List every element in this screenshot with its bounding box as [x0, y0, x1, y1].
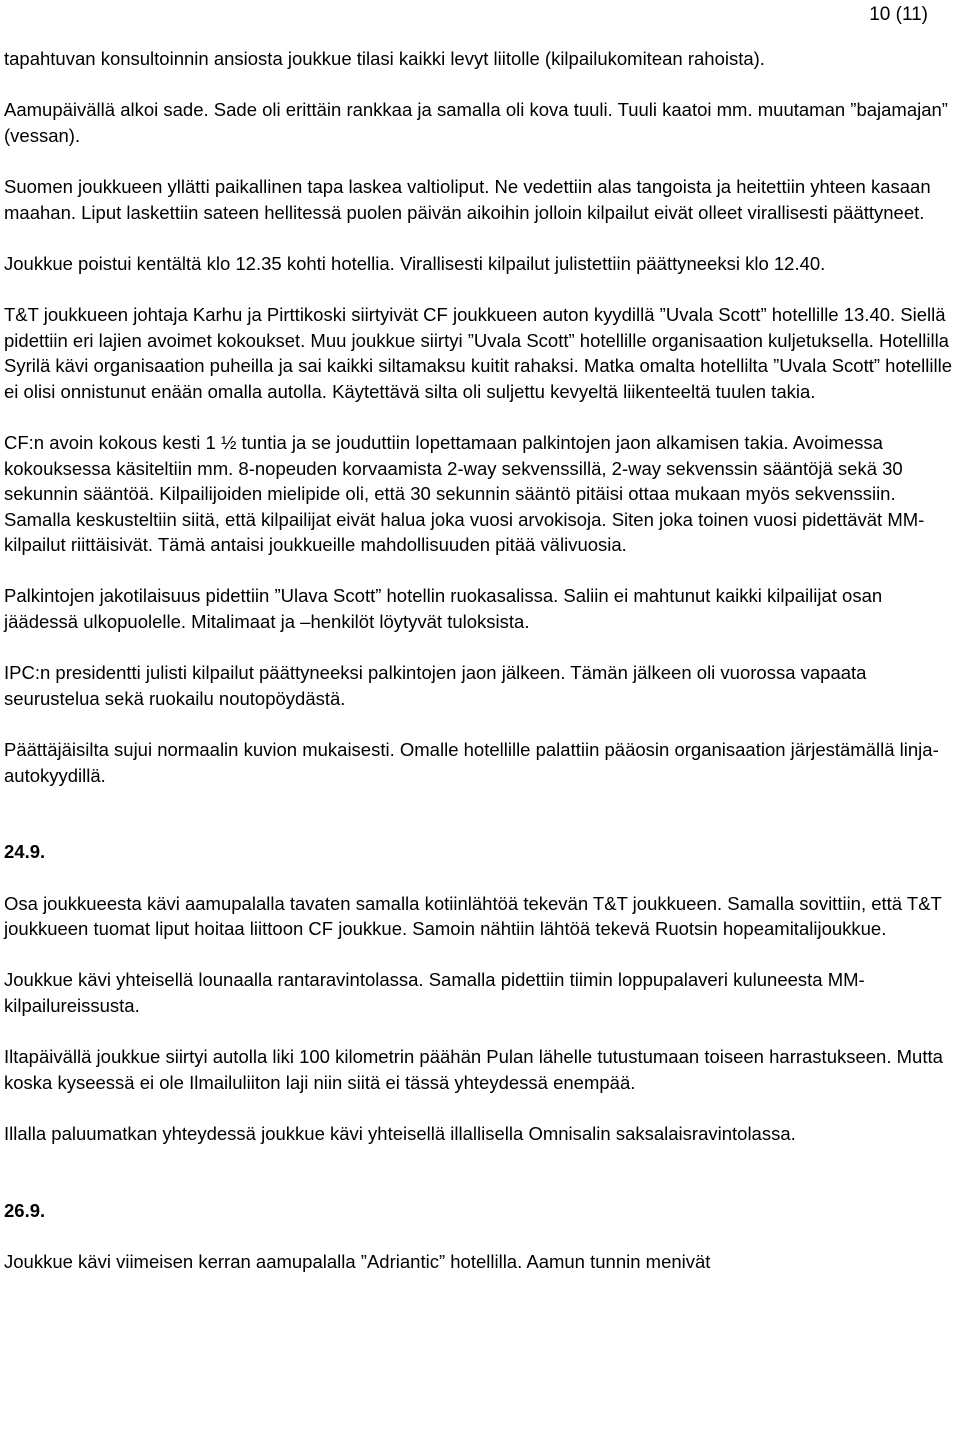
paragraph: Illalla paluumatkan yhteydessä joukkue kävi yhteisellä illallisella Omnisalin saksalaisravintolassa.	[4, 1122, 796, 1144]
paragraph: Joukkue kävi yhteisellä lounaalla rantaravintolassa. Samalla pidettiin tiimin loppupalaveri kuluneesta MM-kilpailureissusta.	[4, 969, 865, 1016]
date-heading: 26.9.	[4, 1199, 46, 1221]
document-body	[4, 46, 959, 1300]
date-heading: 24.9.	[4, 841, 46, 863]
paragraph: Päättäjäisilta sujui normaalin kuvion mukaisesti. Omalle hotellille palattiin pääosin organisaation järjestämällä linja-autokyydillä.	[4, 739, 939, 786]
paragraph: T&T joukkueen johtaja Karhu ja Pirttikoski siirtyivät CF joukkueen auton kyydillä ”Uvala Scott” hotellille 13.40. Siellä pidettiin eri lajien avoimet kokoukset. Muu joukkue siirtyi ”Uvala Scott” hotellille organisaation kuljetuksella. Hotellilla Syrilä kävi organisaation puheilla ja sai kaikki siltamaksu kuitit rahaksi. Matka omalta hotellilta ”Uvala Scott” hotellille ei olisi onnistunut enään omalla autolla. Käytettävä silta oli suljettu kevyeltä liikenteeltä tuulen takia.	[4, 303, 953, 402]
paragraph: Osa joukkueesta kävi aamupalalla tavaten samalla kotiinlähtöä tekevän T&T joukkueen. Samalla sovittiin, että T&T joukkueen tuomat liput hoitaa liittoon CF joukkue. Samoin nähtiin lähtöä tekevä Ruotsin hopeamitalijoukkue.	[4, 892, 942, 940]
paragraph: Iltapäivällä joukkue siirtyi autolla liki 100 kilometrin päähän Pulan lähelle tutustumaan toiseen harrastukseen. Mutta koska kyseessä ei ole Ilmailuliiton laji niin siitä ei tässä yhteydessä enempää.	[4, 1046, 943, 1093]
paragraph: tapahtuvan konsultoinnin ansiosta joukkue tilasi kaikki levyt liitolle (kilpailukomitean rahoista).	[4, 48, 765, 69]
paragraph: CF:n avoin kokous kesti 1 ½ tuntia ja se jouduttiin lopettamaan palkintojen jaon alkamisen takia. Avoimessa kokouksessa käsiteltiin mm. 8-nopeuden korvaamista 2-way sekvenssillä, 2-way sekvenssin sääntöjä sekä 30 sekunnin sääntöä. Kilpailijoiden mielipide oli, että 30 sekunnin sääntö pitäisi ottaa mukaan myös sekvenssiin. Samalla keskusteltiin siitä, että kilpailijat eivät halua joka vuosi arvokisoja. Siten joka toinen vuosi pidettävät MM-kilpailut riittäisivät. Tämä antaisi joukkueille mahdollisuuden pitää välivuosia.	[4, 431, 925, 556]
paragraph: Joukkue kävi viimeisen kerran aamupalalla ”Adriantic” hotellilla. Aamun tunnin menivät	[4, 1250, 711, 1272]
paragraph: Suomen joukkueen yllätti paikallinen tapa laskea valtioliput. Ne vedettiin alas tangoista ja heitettiin yhteen kasaan maahan. Liput laskettiin sateen hellitessä puolen päivän aikoihin jolloin kilpailut eivät olleet virallisesti päättyneet.	[4, 175, 931, 223]
paragraph: Palkintojen jakotilaisuus pidettiin ”Ulava Scott” hotellin ruokasalissa. Saliin ei mahtunut kaikki kilpailijat osan jäädessä ulkopuolelle. Mitalimaat ja –henkilöt löytyvät tuloksista.	[4, 585, 883, 633]
page-number: 10 (11)	[869, 4, 928, 25]
paragraph: Aamupäivällä alkoi sade. Sade oli erittäin rankkaa ja samalla oli kova tuuli. Tuuli kaatoi mm. muutaman ”bajamajan” (vessan).	[4, 99, 948, 146]
paragraph: Joukkue poistui kentältä klo 12.35 kohti hotellia. Virallisesti kilpailut julistettiin päättyneeksi klo 12.40.	[4, 252, 826, 274]
paragraph: IPC:n presidentti julisti kilpailut päättyneeksi palkintojen jaon jälkeen. Tämän jälkeen oli vuorossa vapaata seurustelua sekä ruokailu noutopöydästä.	[4, 662, 867, 709]
